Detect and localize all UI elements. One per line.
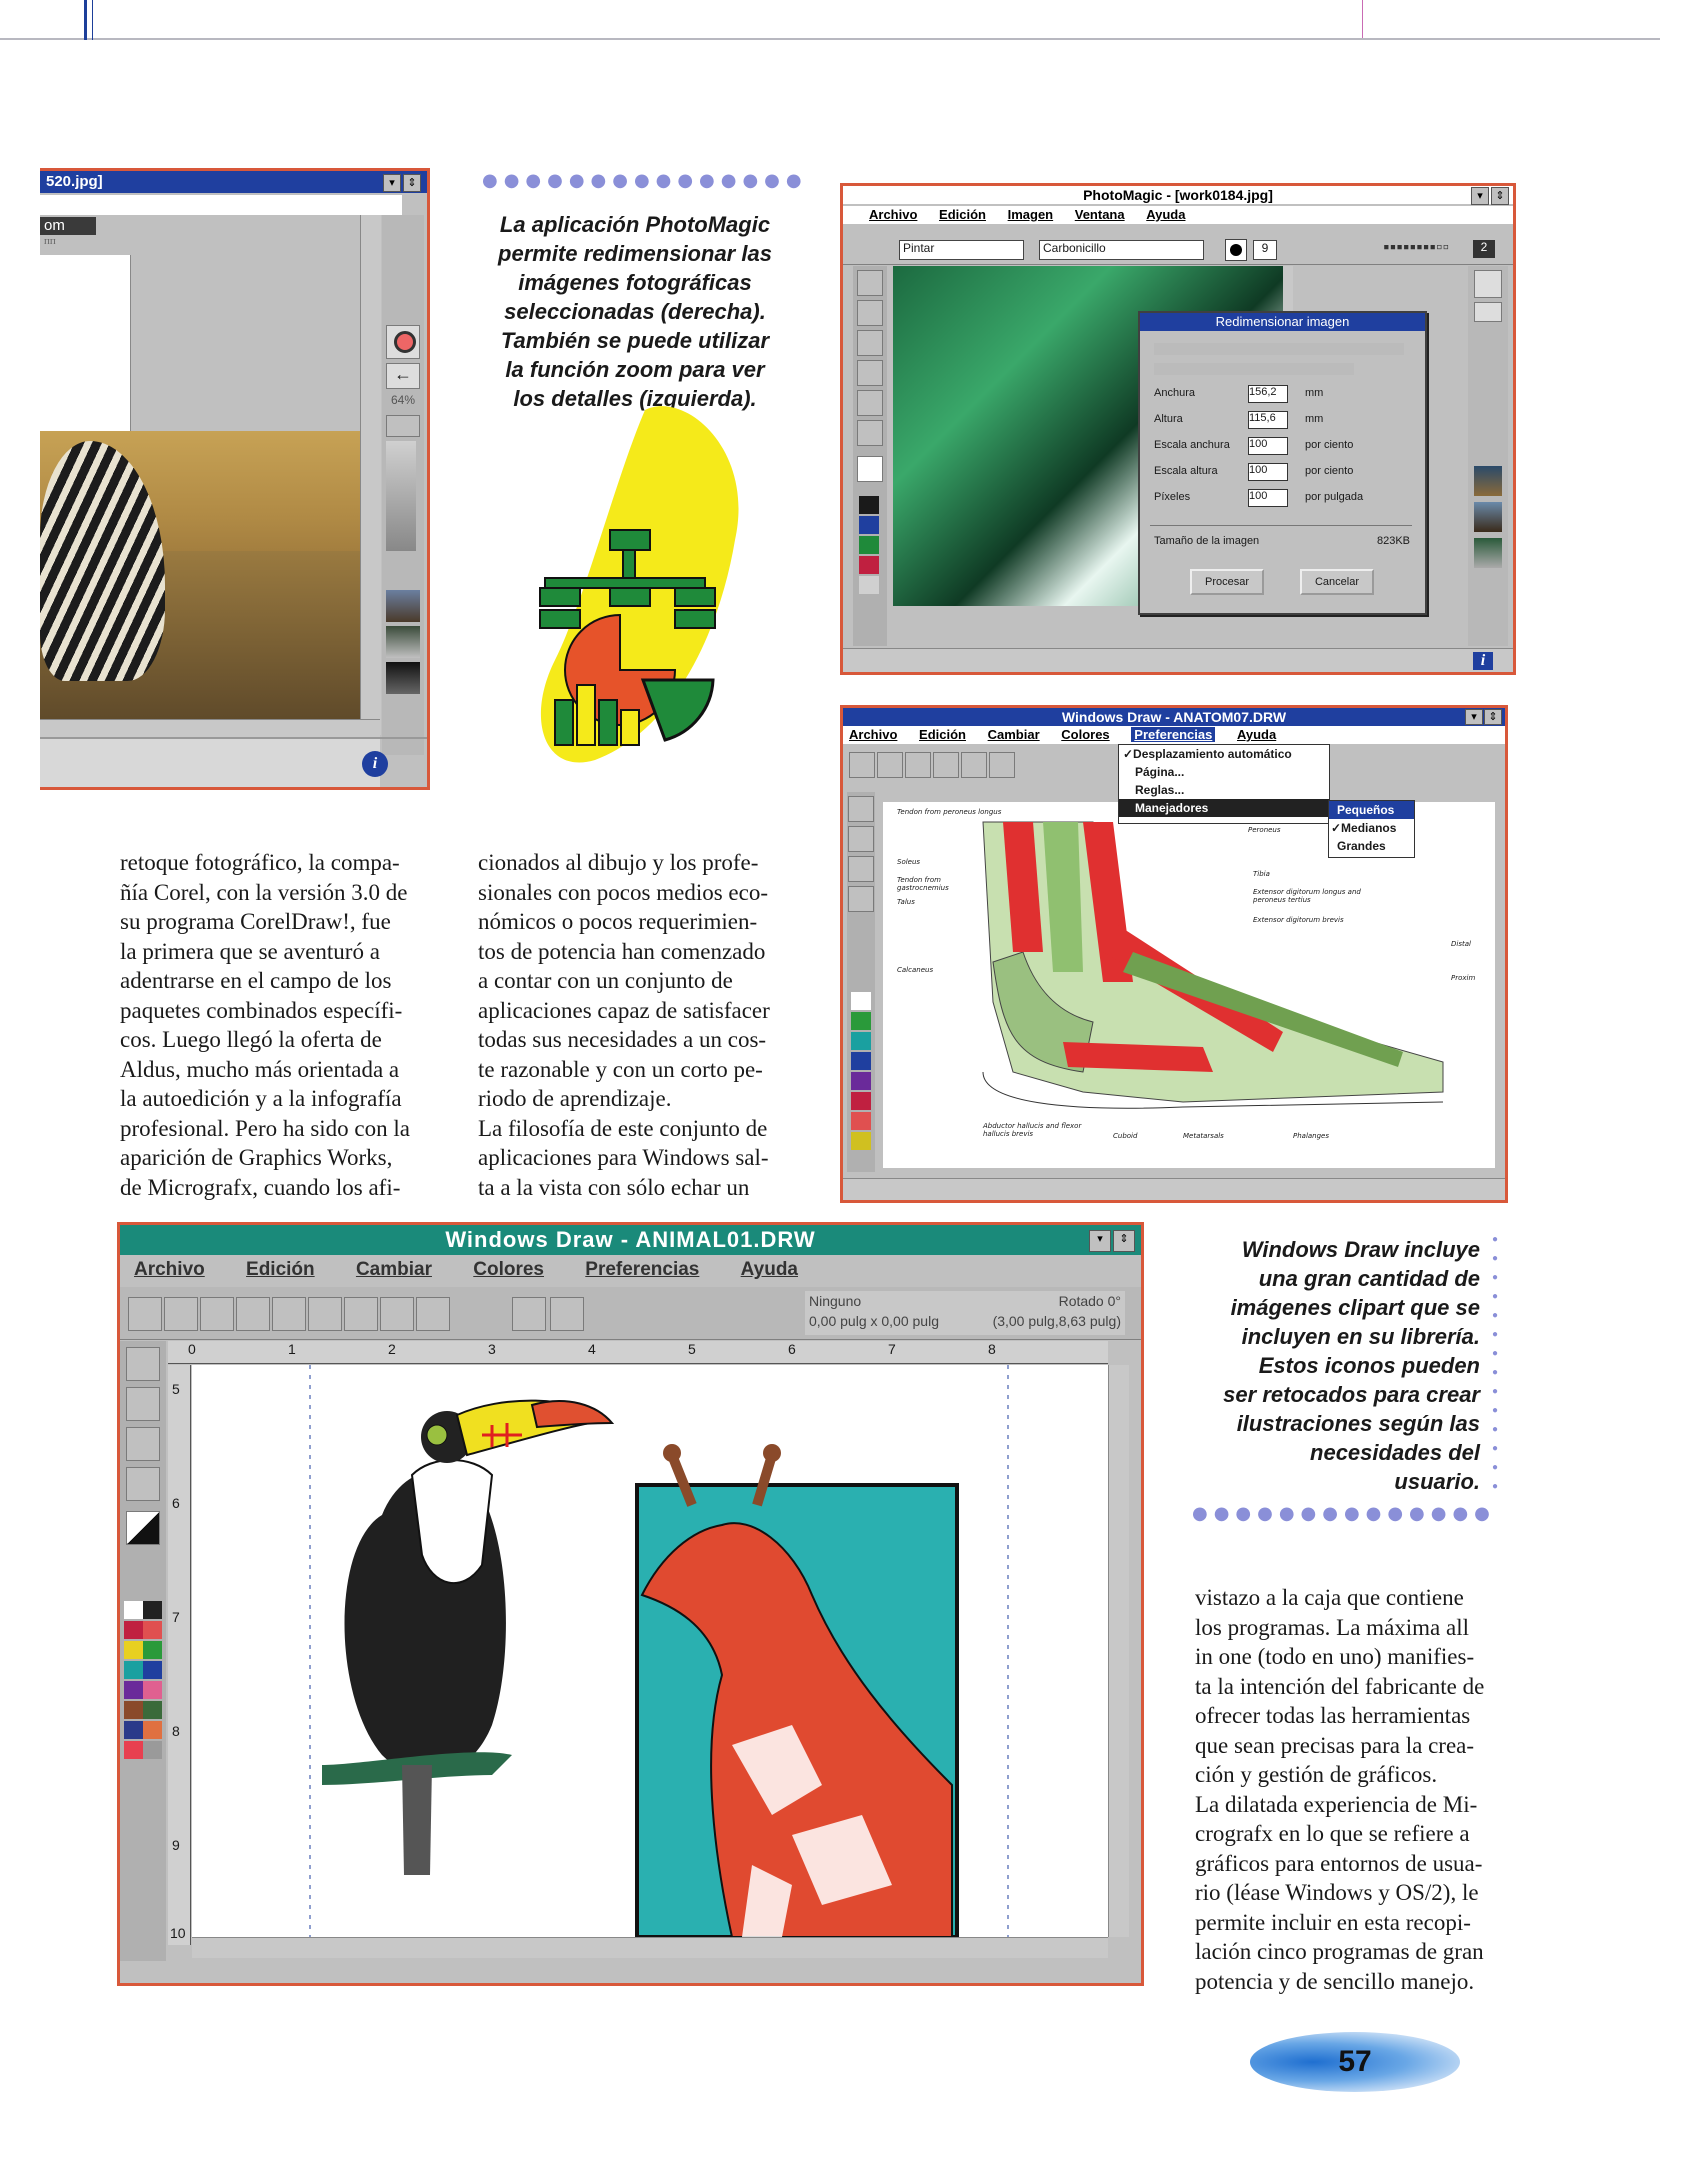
article-column-2: cionados al dibujo y los profe- sionales con pocos medios eco- nómicos o pocos requerimien- tos de potencia han comenzado a contar con un conjunto de aplicaciones capaz de satisfacer todas sus necesidades a un cos- te razonable y con un corto pe- riodo de aprendizaje. La filosofía de este conjunto de aplicaciones para Windows sal- ta a la vista con sólo echar un <box>478 850 770 1200</box>
dotted-rule-vertical: ● ● ● ● ● ● ● ● ● ● ● ● ● ● <box>1492 1234 1499 1492</box>
label-soleus: Soleus <box>897 858 921 866</box>
pointer-icon[interactable] <box>848 796 874 822</box>
scale-height-input[interactable]: 100 <box>1248 463 1288 481</box>
pointer-icon[interactable] <box>857 300 883 326</box>
zoom-icon[interactable] <box>848 886 874 912</box>
polygon-tool-icon[interactable] <box>989 752 1015 778</box>
caption-windows-draw: Windows Draw incluye una gran cantidad de imágenes clipart que se incluyen en su librería. Estos iconos pueden ser retocados para crear ilustraciones según las necesidades del usuario. <box>1223 1237 1480 1494</box>
tool-palette <box>120 1341 166 1961</box>
toolbar <box>843 226 1513 265</box>
vertical-scrollbar[interactable] <box>1108 1365 1129 1937</box>
rounded-rect-tool-icon[interactable] <box>200 1297 234 1331</box>
tool-palette <box>853 266 887 646</box>
menu-item-autoscroll[interactable]: ✓Desplazamiento automático <box>1123 747 1292 761</box>
ruler-tick-label: 4 <box>588 1341 596 1357</box>
menu-bar <box>40 195 402 215</box>
status-readout <box>805 1291 1125 1335</box>
arrow-left-icon[interactable]: ← <box>386 363 420 389</box>
palette-swatch <box>859 496 879 514</box>
thumbnail-image[interactable] <box>386 662 420 694</box>
palette-swatch <box>851 1032 871 1050</box>
fill-icon[interactable] <box>512 1297 546 1331</box>
palette-swatch <box>124 1721 143 1739</box>
page-number: 57 <box>1250 2032 1460 2092</box>
menu-bar <box>120 1255 1141 1285</box>
bezier-tool-icon[interactable] <box>416 1297 450 1331</box>
palette-swatch <box>851 1012 871 1030</box>
pencil-icon[interactable] <box>857 270 883 296</box>
zoom-slider[interactable] <box>386 441 416 551</box>
palette-swatch <box>124 1641 143 1659</box>
label-proximal: Proxim <box>1451 974 1476 982</box>
handles-submenu <box>1328 800 1415 858</box>
label-phalanges: Phalanges <box>1293 1132 1330 1140</box>
label-tendon-peroneus: Tendon from peroneus longus <box>897 808 1002 816</box>
tool-select[interactable]: Pintar <box>899 240 1024 260</box>
width-input[interactable]: 156,2 <box>1248 385 1288 403</box>
palette-swatch <box>143 1621 162 1639</box>
menu-colores[interactable]: Colores <box>473 1259 544 1280</box>
tool-palette <box>847 792 875 1172</box>
menu-ayuda[interactable]: Ayuda <box>1236 727 1277 742</box>
ruler-tick-label: 10 <box>170 1925 186 1941</box>
menu-fragment: om <box>40 217 96 235</box>
scrollbar[interactable] <box>360 215 381 735</box>
clone-icon[interactable] <box>857 330 883 356</box>
label-tendon-gastrocnemius: Tendon from gastrocnemius <box>897 876 949 892</box>
label-distal: Distal <box>1451 940 1471 948</box>
zoom-level: 64% <box>390 393 416 407</box>
cancel-button[interactable]: Cancelar <box>1300 569 1374 595</box>
preferences-dropdown <box>1118 744 1330 824</box>
field-label: Escala altura <box>1154 465 1218 477</box>
menu-item-handles[interactable]: Manejadores <box>1119 799 1329 817</box>
ruler-left <box>168 1365 191 1945</box>
menu-edicion[interactable]: Edición <box>246 1259 315 1280</box>
submenu-small[interactable]: Pequeños <box>1329 801 1414 819</box>
ellipse-tool-icon[interactable] <box>933 752 959 778</box>
text-icon[interactable] <box>126 1427 160 1461</box>
palette-swatch <box>143 1661 162 1679</box>
horizontal-scrollbar[interactable] <box>40 719 380 738</box>
field-label: Altura <box>1154 413 1183 425</box>
palette-swatch <box>124 1661 143 1679</box>
zoom-icon[interactable] <box>386 325 420 359</box>
caption-photomagic: La aplicación PhotoMagic permite redimensionar las imágenes fotográficas seleccionadas (derecha). También se puede utilizar la función zoom para ver los detalles (izquierda). <box>498 212 772 411</box>
maximize-icon[interactable]: ⇕ <box>1113 1230 1135 1252</box>
ruler-tick-label: 8 <box>988 1341 996 1357</box>
menu-preferencias[interactable]: Preferencias <box>1131 727 1215 742</box>
dialog-title: Redimensionar imagen <box>1140 313 1425 331</box>
menu-archivo[interactable]: Archivo <box>869 207 918 222</box>
label-tibia: Tibia <box>1253 870 1270 878</box>
thumbnail-image[interactable] <box>1474 502 1502 532</box>
palette-swatch <box>124 1701 143 1719</box>
ruler-tick-label: 7 <box>888 1341 896 1357</box>
window-title: Windows Draw - ANIMAL01.DRW <box>120 1225 1141 1255</box>
label-abductor: Abductor hallucis and flexor hallucis brevis <box>983 1122 1082 1138</box>
eraser-icon[interactable] <box>857 420 883 446</box>
status-bar <box>843 1178 1505 1201</box>
palette-swatch <box>124 1681 143 1699</box>
ruler-tick-label: 9 <box>172 1837 180 1853</box>
dotted-rule: ●●●●●●●●●●●●●● <box>1192 1503 1496 1524</box>
ruler-tick-label: 5 <box>688 1341 696 1357</box>
label-cuboid: Cuboid <box>1113 1132 1138 1140</box>
maximize-icon[interactable]: ⇕ <box>1484 709 1502 725</box>
zoom-icon[interactable] <box>1474 270 1502 298</box>
minimize-icon[interactable]: ▾ <box>1465 709 1483 725</box>
status-bar <box>843 648 1513 673</box>
toolbar <box>120 1287 1141 1340</box>
palette-swatch <box>859 576 879 594</box>
scale-width-input[interactable]: 100 <box>1248 437 1288 455</box>
ruler-top <box>168 1341 1108 1364</box>
article-column-1: retoque fotográfico, la compa- ñía Corel, con la versión 3.0 de su programa CorelDraw!, fue la primera que se aventuró a adentrarse en el campo de los paquetes combinados específi- cos. Luego llegó la oferta de Aldus, mucho más orientada a la autoedición y a la infografía profesional. Pero ha sido con la aparición de Graphics Works, de Micrografx, cuando los afi- <box>120 850 410 1200</box>
menu-archivo[interactable]: Archivo <box>849 727 898 742</box>
status-bar <box>120 1963 1141 1983</box>
menu-edicion[interactable]: Edición <box>939 207 986 222</box>
palette-swatch <box>143 1601 162 1619</box>
line-tool-icon[interactable] <box>128 1297 162 1331</box>
small-label: пп <box>44 235 56 247</box>
palette-swatch <box>124 1741 143 1759</box>
menu-cambiar[interactable]: Cambiar <box>987 727 1040 742</box>
menu-bar <box>843 726 1505 744</box>
polygon-tool-icon[interactable] <box>308 1297 342 1331</box>
pencil-icon[interactable] <box>126 1387 160 1421</box>
text-icon[interactable] <box>848 856 874 882</box>
pencil-icon[interactable] <box>848 826 874 852</box>
ruler-tick-label: 5 <box>172 1381 180 1397</box>
rotation-status: Rotado 0° <box>1058 1293 1121 1309</box>
menu-ventana[interactable]: Ventana <box>1074 207 1125 222</box>
curve-tool-icon[interactable] <box>961 752 987 778</box>
menu-colores[interactable]: Colores <box>1061 727 1110 742</box>
ruler-tick-label: 1 <box>288 1341 296 1357</box>
palette-swatch <box>851 1052 871 1070</box>
palette-swatch <box>859 536 879 554</box>
arrow-left-icon[interactable] <box>1474 302 1502 322</box>
label-extensor-longus: Extensor digitorum longus and peroneus tertius <box>1253 888 1361 904</box>
field-label: Píxeles <box>1154 491 1191 503</box>
crop-mark <box>84 0 87 40</box>
size-status: 0,00 pulg x 0,00 pulg <box>809 1313 939 1329</box>
minimize-icon[interactable]: ▾ <box>383 174 401 192</box>
ruler-tick-label: 7 <box>172 1609 180 1625</box>
field-unit: por ciento <box>1305 439 1354 451</box>
palette-swatch <box>851 992 871 1010</box>
pointer-icon[interactable] <box>126 1347 160 1381</box>
screenshot-animal-window <box>117 1222 1144 1986</box>
side-panel <box>1468 266 1508 646</box>
palette-swatch <box>851 1072 871 1090</box>
label-peroneus: Peroneus <box>1248 826 1281 834</box>
crop-mark <box>1362 0 1363 38</box>
ruler-tick-label: 3 <box>488 1341 496 1357</box>
fill-status: Ninguno <box>809 1293 862 1309</box>
menu-item-page[interactable]: Página... <box>1135 765 1185 779</box>
fill-icon[interactable] <box>857 390 883 416</box>
menu-ayuda[interactable]: Ayuda <box>1146 207 1186 222</box>
rectangle-tool-icon[interactable] <box>164 1297 198 1331</box>
line-tool-icon[interactable] <box>849 752 875 778</box>
horizontal-scrollbar[interactable] <box>192 1937 1108 1958</box>
palette-swatch <box>851 1112 871 1130</box>
arc-tool-icon[interactable] <box>344 1297 378 1331</box>
thumbnail-image[interactable] <box>386 590 420 622</box>
savanna-image <box>40 431 360 721</box>
zoom-icon[interactable] <box>126 1467 160 1501</box>
ruler-tick-label: 0 <box>188 1341 196 1357</box>
menu-cambiar[interactable]: Cambiar <box>355 1259 432 1280</box>
screenshot-photomagic-window <box>840 183 1516 675</box>
page-number: 2 <box>1473 240 1495 258</box>
menu-bar <box>843 206 1513 224</box>
menu-item-rulers[interactable]: Reglas... <box>1135 783 1185 797</box>
rounded-rect-tool-icon[interactable] <box>905 752 931 778</box>
brush-dot-icon[interactable] <box>1225 239 1247 261</box>
crop-mark <box>92 0 93 40</box>
ruler-tick-label: 2 <box>388 1341 396 1357</box>
info-icon[interactable]: i <box>1473 652 1493 670</box>
pixels-input[interactable]: 100 <box>1248 489 1288 507</box>
ruler-tick-label: 6 <box>788 1341 796 1357</box>
palette-swatch <box>143 1641 162 1659</box>
label-talus: Talus <box>897 898 915 906</box>
window-title: 520.jpg] <box>40 171 427 193</box>
palette-swatch <box>143 1741 162 1759</box>
ellipse-tool-icon[interactable] <box>236 1297 270 1331</box>
menu-preferencias[interactable]: Preferencias <box>585 1259 700 1280</box>
canvas[interactable] <box>192 1365 1108 1937</box>
image-size-value: 823KB <box>1376 535 1410 547</box>
field-unit: mm <box>1305 413 1324 425</box>
palette-swatch <box>859 516 879 534</box>
color-swatch-icon[interactable] <box>126 1511 160 1545</box>
article-column-3: vistazo a la caja que contiene los programas. La máxima all in one (todo en uno) manifies- ta la intención del fabricante de ofrecer todas las herramientas que sean precisas para la crea- ción y gestión de gráficos. La dilatada experiencia de Mi- crografx en lo que se refiere a gráficos para entornos de usua- rio (léase Windows y OS/2), le permite incluir en esta recopi- lación cinco programas de gran potencia y de sencillo manejo. <box>1195 1585 1485 1994</box>
dotted-rule: ●●●●●●●●●●●●●●● <box>482 170 808 191</box>
position-status: (3,00 pulg,8,63 pulg) <box>992 1313 1121 1329</box>
scroll-arrows-icon[interactable] <box>386 415 420 437</box>
palette-swatch <box>143 1701 162 1719</box>
label-metatarsals: Metatarsals <box>1183 1132 1224 1140</box>
label-calcaneus: Calcaneus <box>897 966 934 974</box>
image-size-label: Tamaño de la imagen <box>1154 535 1260 547</box>
screenshot-zoom-window <box>40 168 430 790</box>
menu-ayuda[interactable]: Ayuda <box>740 1259 799 1280</box>
palette-swatch <box>124 1621 143 1639</box>
menu-edicion[interactable]: Edición <box>919 727 966 742</box>
giraffe-illustration <box>637 1444 957 1937</box>
palette-swatch <box>143 1681 162 1699</box>
height-input[interactable]: 115,6 <box>1248 411 1288 429</box>
palette-swatch <box>851 1132 871 1150</box>
maximize-icon[interactable]: ⇕ <box>1491 187 1509 205</box>
menu-archivo[interactable]: Archivo <box>134 1259 205 1280</box>
minimize-icon[interactable]: ▾ <box>1471 187 1489 205</box>
toucan-illustration <box>322 1401 612 1875</box>
checkbox-auto-resize[interactable] <box>1154 343 1404 355</box>
maximize-icon[interactable]: ⇕ <box>403 174 421 192</box>
thumbnail-image[interactable] <box>1474 466 1502 496</box>
zebra-image <box>40 441 165 681</box>
animals-drawing <box>192 1365 1108 1937</box>
label-extensor-brevis: Extensor digitorum brevis <box>1253 916 1344 924</box>
field-unit: por ciento <box>1305 465 1354 477</box>
tool-column <box>382 215 424 755</box>
thumbnail-image[interactable] <box>386 626 420 658</box>
palette-swatch <box>124 1601 143 1619</box>
brush-icon[interactable] <box>857 360 883 386</box>
line-style-icon[interactable] <box>550 1297 584 1331</box>
field-label: Escala anchura <box>1154 439 1230 451</box>
top-rule <box>0 38 1660 40</box>
field-label: Anchura <box>1154 387 1195 399</box>
screenshot-anatomy-window <box>840 705 1508 1203</box>
palette-swatch <box>859 556 879 574</box>
freehand-tool-icon[interactable] <box>272 1297 306 1331</box>
rectangle-tool-icon[interactable] <box>877 752 903 778</box>
ruler-tick-label: 6 <box>172 1495 180 1511</box>
size-field[interactable]: 9 <box>1253 240 1277 260</box>
clipart-chart-illustration <box>505 400 765 780</box>
window-title: PhotoMagic - [work0184.jpg] <box>843 186 1513 204</box>
info-icon[interactable]: i <box>362 751 388 777</box>
palette-swatch <box>851 1092 871 1110</box>
menu-imagen[interactable]: Imagen <box>1007 207 1054 222</box>
minimize-icon[interactable]: ▾ <box>1089 1230 1111 1252</box>
checkbox-distortion[interactable] <box>1154 363 1354 375</box>
submenu-medium[interactable]: ✓Medianos <box>1331 821 1397 835</box>
ruler-tick-label: 8 <box>172 1723 180 1739</box>
thumbnail-image[interactable] <box>1474 538 1502 568</box>
resize-dialog <box>1138 311 1427 615</box>
color-swatch-icon[interactable] <box>857 456 883 482</box>
brush-select[interactable]: Carbonicillo <box>1039 240 1204 260</box>
status-area <box>40 739 380 789</box>
field-unit: mm <box>1305 387 1324 399</box>
submenu-large[interactable]: Grandes <box>1337 839 1386 853</box>
transparency-meter: ▪▪▪▪▪▪▪▪▫▫ <box>1383 240 1450 253</box>
field-unit: por pulgada <box>1305 491 1364 503</box>
window-title: Windows Draw - ANATOM07.DRW <box>843 708 1505 726</box>
curve-tool-icon[interactable] <box>380 1297 414 1331</box>
process-button[interactable]: Procesar <box>1190 569 1264 595</box>
palette-swatch <box>143 1721 162 1739</box>
